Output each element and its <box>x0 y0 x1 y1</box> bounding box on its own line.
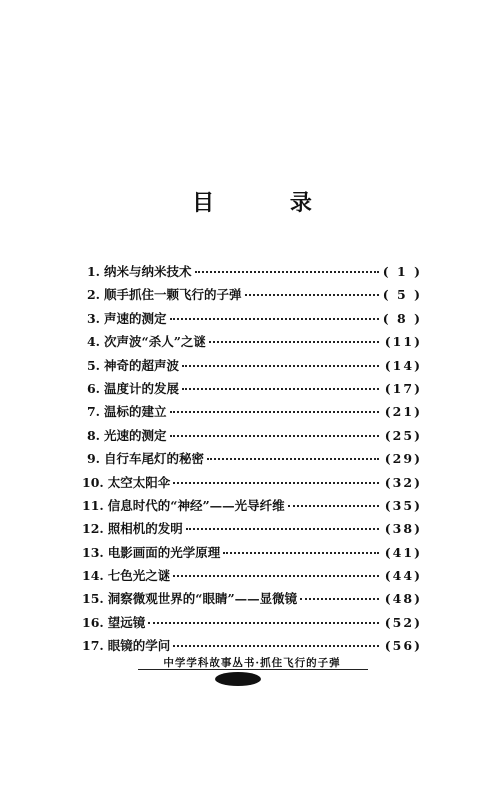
toc-entry-number: 8. <box>86 427 100 443</box>
toc-entry-number: 10. <box>82 474 104 490</box>
page-title: 目 录 <box>192 190 346 216</box>
toc-entry-title: 光速的测定 <box>104 427 167 443</box>
toc-entry-number: 13. <box>82 544 104 560</box>
toc-entry[interactable] <box>82 473 422 496</box>
toc-entry-number: 16. <box>82 614 104 630</box>
toc-entry[interactable] <box>82 426 422 449</box>
toc-entry-page: (17) <box>384 380 422 396</box>
toc-dot-leader <box>288 505 379 507</box>
toc-entry-title: 照相机的发明 <box>107 521 183 537</box>
toc-entry-page: (48) <box>384 591 422 607</box>
toc-dot-leader <box>245 294 379 296</box>
toc-entry[interactable] <box>82 449 422 472</box>
toc-entry-title: 洞察微观世界的“眼睛”——显微镜 <box>107 591 298 607</box>
footer-series-title: 中学学科故事丛书·抓住飞行的子弹 <box>163 657 341 669</box>
toc-entry-title: 顺手抓住一颗飞行的子弹 <box>104 287 242 303</box>
toc-entry-title: 温度计的发展 <box>104 380 180 396</box>
toc-entry[interactable] <box>82 613 422 636</box>
toc-entry-page: (11) <box>384 334 422 350</box>
toc-dot-leader <box>182 388 379 390</box>
toc-entry[interactable] <box>82 379 422 402</box>
toc-entry-title: 次声波“杀人”之谜 <box>104 334 206 350</box>
toc-entry-number: 12. <box>82 521 104 537</box>
toc-entry-page: ( 1 ) <box>382 264 422 279</box>
toc-entry-title: 望远镜 <box>107 614 146 630</box>
toc-entry-page: (32) <box>384 474 422 490</box>
toc-dot-leader <box>209 341 379 343</box>
toc-entry-number: 2. <box>86 287 100 303</box>
toc-entry-page: (38) <box>384 521 422 537</box>
toc-dot-leader <box>170 435 379 437</box>
toc-dot-leader <box>148 622 379 624</box>
toc-entry-title: 信息时代的“神经”——光导纤维 <box>107 497 285 513</box>
toc-entry-page: (29) <box>384 451 422 467</box>
toc-entry[interactable] <box>82 332 422 355</box>
toc-entry-title: 神奇的超声波 <box>104 357 180 373</box>
toc-entry-number: 7. <box>86 404 100 420</box>
toc-entry-page: (25) <box>384 427 422 443</box>
toc-entry-number: 17. <box>82 638 104 654</box>
footer-ornament <box>215 672 261 686</box>
table-of-contents <box>82 262 422 660</box>
toc-entry[interactable] <box>82 566 422 589</box>
toc-entry[interactable] <box>82 285 422 308</box>
toc-dot-leader <box>300 598 379 600</box>
toc-entry-number: 5. <box>86 357 100 373</box>
toc-entry-page: ( 8 ) <box>382 310 422 326</box>
toc-entry-page: (14) <box>384 357 422 373</box>
toc-entry[interactable] <box>82 496 422 519</box>
toc-entry-number: 14. <box>82 568 104 584</box>
toc-entry[interactable] <box>82 402 422 425</box>
toc-entry-title: 自行车尾灯的秘密 <box>104 451 205 467</box>
toc-entry-number: 6. <box>86 380 100 396</box>
toc-dot-leader <box>207 458 379 460</box>
toc-entry-title: 七色光之谜 <box>107 568 171 584</box>
toc-dot-leader <box>182 365 379 367</box>
toc-dot-leader <box>186 528 379 530</box>
toc-dot-leader <box>173 482 379 484</box>
toc-entry-number: 3. <box>86 310 100 326</box>
toc-dot-leader <box>195 271 379 273</box>
toc-entry-number: 4. <box>86 334 100 350</box>
toc-dot-leader <box>223 552 379 554</box>
toc-entry-title: 太空太阳伞 <box>107 474 171 490</box>
toc-entry[interactable] <box>82 356 422 379</box>
toc-entry[interactable] <box>82 519 422 542</box>
toc-entry-title: 纳米与纳米技术 <box>104 264 192 279</box>
toc-entry[interactable] <box>82 589 422 612</box>
toc-entry-page: (52) <box>384 614 422 630</box>
toc-entry-page: ( 5 ) <box>382 287 422 303</box>
toc-entry[interactable] <box>82 543 422 566</box>
toc-entry[interactable] <box>82 309 422 332</box>
toc-entry-page: (35) <box>384 497 422 513</box>
toc-entry-page: (56) <box>384 638 422 654</box>
toc-dot-leader <box>173 575 379 577</box>
toc-entry-title: 温标的建立 <box>104 404 167 420</box>
footer-divider <box>138 669 368 670</box>
toc-entry-number: 11. <box>82 497 104 513</box>
toc-entry-number: 9. <box>86 451 100 467</box>
toc-dot-leader <box>170 411 379 413</box>
toc-entry-title: 声速的测定 <box>104 310 167 326</box>
toc-entry-number: 15. <box>82 591 104 607</box>
toc-dot-leader <box>173 645 379 647</box>
toc-entry-title: 电影画面的光学原理 <box>107 544 221 560</box>
toc-entry-page: (41) <box>384 544 422 560</box>
toc-dot-leader <box>170 318 379 320</box>
toc-entry[interactable] <box>82 262 422 285</box>
toc-entry-title: 眼镜的学问 <box>107 638 171 654</box>
toc-entry-number: 1. <box>86 264 100 279</box>
toc-entry-page: (21) <box>384 404 422 420</box>
toc-entry-page: (44) <box>384 568 422 584</box>
